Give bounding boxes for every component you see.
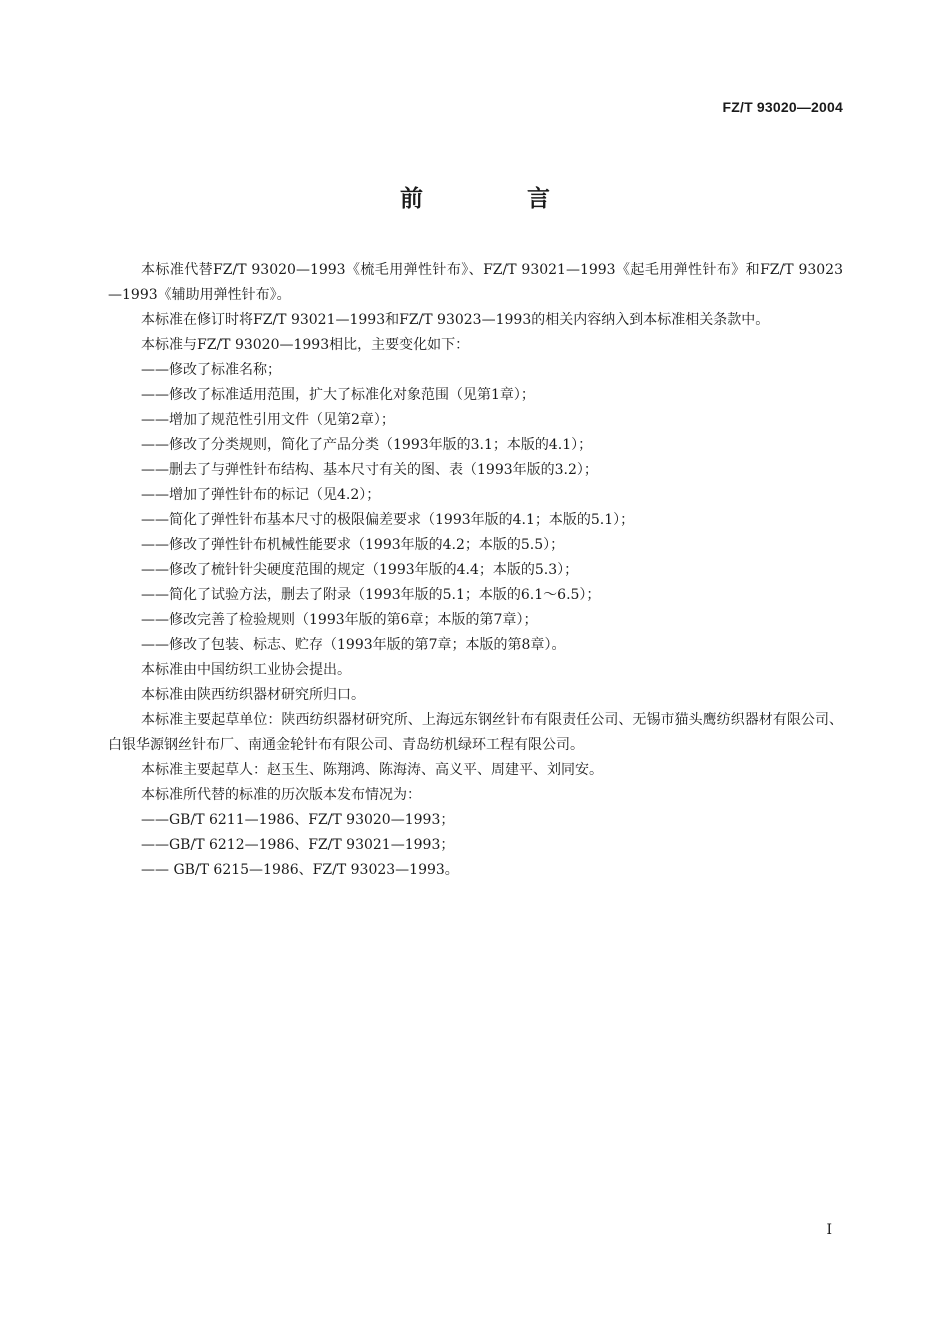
list-item: ——修改了梳针针尖硬度范围的规定（1993年版的4.4；本版的5.3）； [141, 562, 579, 578]
paragraph-revision: 本标准在修订时将FZ/T 93021—1993和FZ/T 93023—1993的相关内容纳入到本标准相关条款中。 [141, 312, 770, 328]
list-item: ——修改了标准适用范围，扩大了标准化对象范围（见第1章）； [141, 387, 535, 403]
list-item: ——增加了弹性针布的标记（见4.2）； [141, 487, 381, 503]
paragraph-drafting-units: 本标准主要起草单位：陕西纺织器材研究所、上海远东钢丝针布有限责任公司、无锡市猫头鹰纺织器材有限公司、白银华源钢丝针布厂、南通金轮针布有限公司、青岛纺机绿环工程有限公司。 [108, 712, 843, 753]
paragraph-history-intro: 本标准所代替的标准的历次版本发布情况为： [141, 787, 421, 803]
changes-list [108, 358, 843, 658]
list-item: ——GB/T 6212—1986、FZ/T 93021—1993； [141, 837, 455, 853]
list-item: ——增加了规范性引用文件（见第2章）； [141, 412, 395, 428]
list-item: ——删去了与弹性针布结构、基本尺寸有关的图、表（1993年版的3.2）； [141, 462, 598, 478]
list-item: ——简化了弹性针布基本尺寸的极限偏差要求（1993年版的4.1；本版的5.1）； [141, 512, 635, 528]
list-item: ——简化了试验方法，删去了附录（1993年版的5.1；本版的6.1～6.5）； [141, 587, 601, 603]
paragraph-centralized: 本标准由陕西纺织器材研究所归口。 [141, 687, 365, 703]
list-item: ——修改了包装、标志、贮存（1993年版的第7章；本版的第8章）。 [141, 637, 566, 653]
list-item: ——修改了弹性针布机械性能要求（1993年版的4.2；本版的5.5）； [141, 537, 565, 553]
list-item: ——GB/T 6211—1986、FZ/T 93020—1993； [141, 812, 455, 828]
paragraph-changes-intro: 本标准与FZ/T 93020—1993相比，主要变化如下： [141, 337, 470, 353]
list-item: ——修改了标准名称； [141, 362, 281, 378]
standard-code: FZ/T 93020—2004 [722, 99, 843, 115]
page-number: I [826, 1222, 832, 1238]
foreword-body [108, 258, 843, 883]
paragraph-proposer: 本标准由中国纺织工业协会提出。 [141, 662, 351, 678]
paragraph-replaces: 本标准代替FZ/T 93020—1993《梳毛用弹性针布》、FZ/T 93021—1993《起毛用弹性针布》和FZ/T 93023—1993《辅助用弹性针布》。 [108, 262, 843, 303]
history-list [108, 808, 843, 883]
list-item: ——修改完善了检验规则（1993年版的第6章；本版的第7章）； [141, 612, 538, 628]
list-item: ——修改了分类规则，简化了产品分类（1993年版的3.1；本版的4.1）； [141, 437, 593, 453]
paragraph-drafters: 本标准主要起草人：赵玉生、陈翔鸿、陈海涛、高义平、周建平、刘同安。 [141, 762, 603, 778]
list-item: —— GB/T 6215—1986、FZ/T 93023—1993。 [141, 862, 459, 878]
page-title: 前 言 [399, 186, 598, 212]
